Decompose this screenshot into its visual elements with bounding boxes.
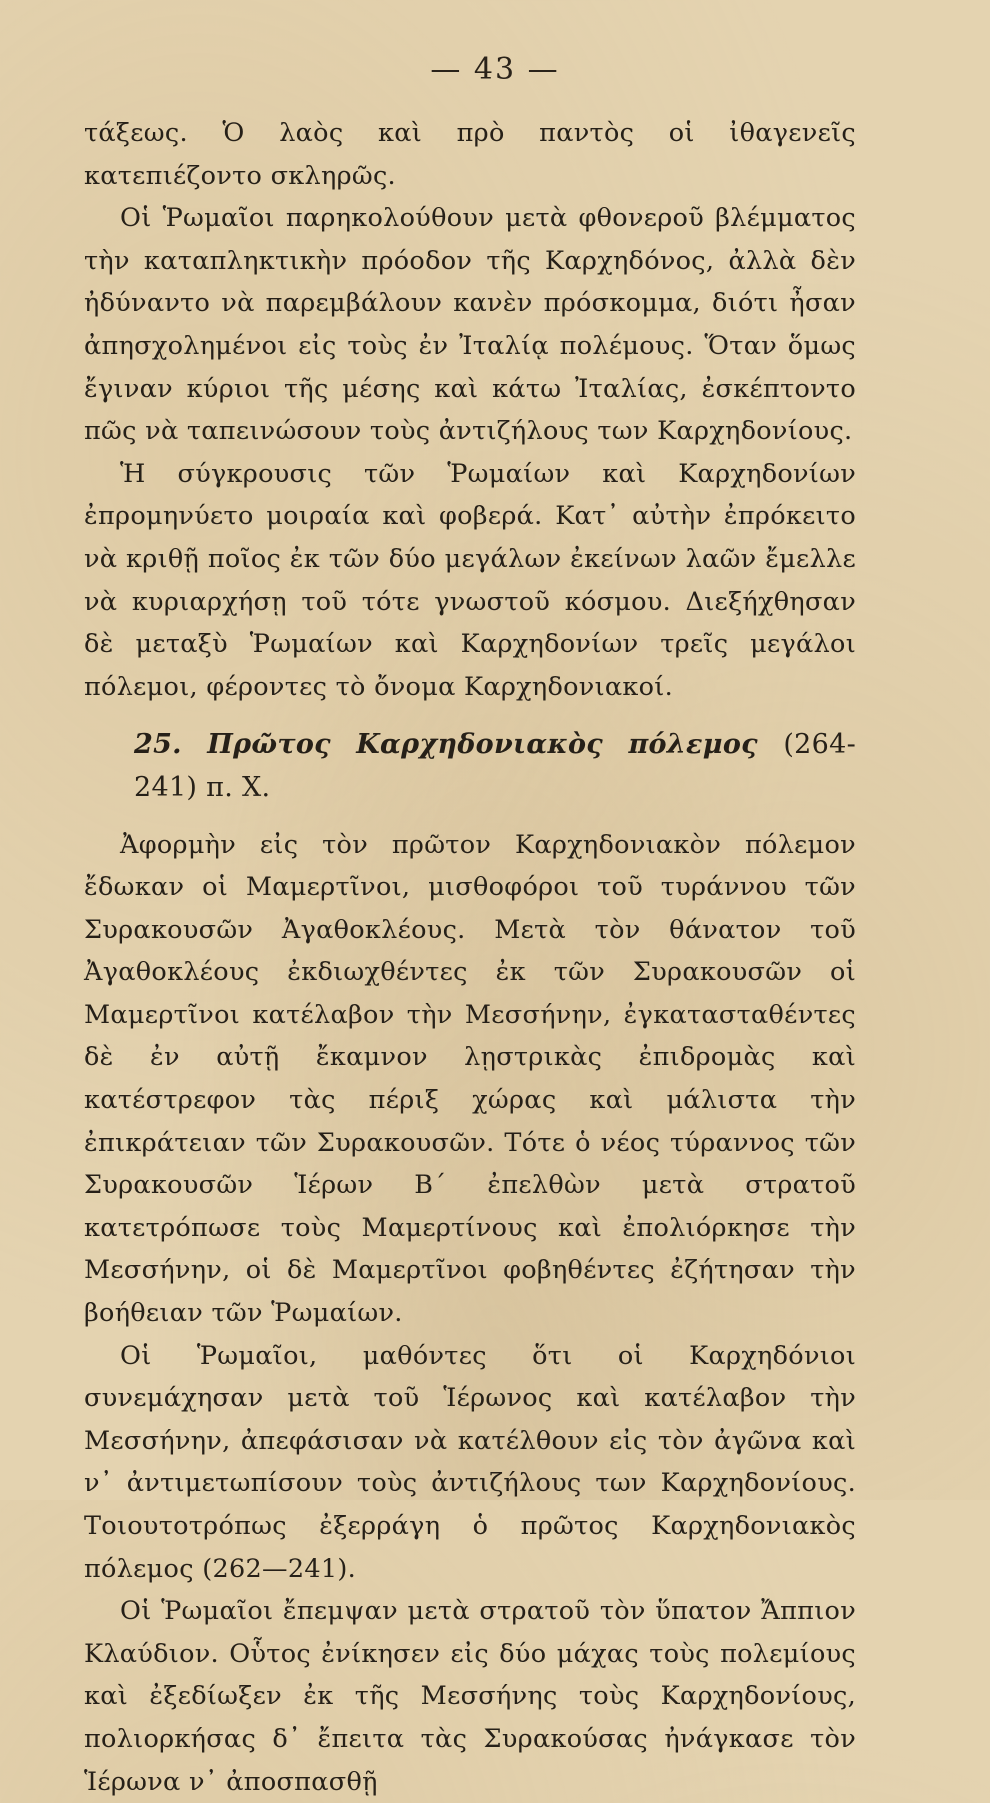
paragraph-roman-envy: Οἱ Ῥωμαῖοι παρηκολούθουν μετὰ φθονεροῦ βλέμματος τὴν καταπληκτικὴν πρόοδον τῆς Καρχηδόνος, ἀλλὰ δὲν ἠδύναντο νὰ παρεμβάλουν κανὲν πρόσκομμα, διότι ἦσαν ἀπησχολημένοι εἰς τοὺς ἐν Ἰταλίᾳ πολέμους. Ὅταν ὅμως ἔγιναν κύριοι τῆς μέσης καὶ κάτω Ἰταλίας, ἐσκέπτοντο πῶς νὰ ταπεινώσουν τοὺς ἀντιζήλους των Καρχηδονίους. [84, 203, 856, 447]
page-number: — 43 — [430, 52, 560, 87]
section-heading [84, 724, 856, 809]
paragraph-appius-claudius: Οἱ Ῥωμαῖοι ἔπεμψαν μετὰ στρατοῦ τὸν ὕπατον Ἄππιον Κλαύδιον. Οὗτος ἐνίκησεν εἰς δύο μάχας τοὺς πολεμίους καὶ ἐξεδίωξεν ἐκ τῆς Μεσσήνης τοὺς Καρχηδονίους, πολιορκήσας δ᾿ ἔπειτα τὰς Συρακούσας ἠνάγκασε τὸν Ἱέρωνα ν᾿ ἀποσπασθῇ [84, 1596, 856, 1797]
section-dates: (264-241) π. Χ. [134, 729, 857, 803]
paragraph-conflict: Ἡ σύγκρουσις τῶν Ῥωμαίων καὶ Καρχηδονίων ἐπρομηνύετο μοιραία καὶ φοβερά. Κατ᾿ αὐτὴν ἐπρόκειτο νὰ κριθῇ ποῖος ἐκ τῶν δύο μεγάλων ἐκείνων λαῶν ἔμελλε νὰ κυριαρχήσῃ τοῦ τότε γνωστοῦ κόσμου. Διεξήχθησαν δὲ μεταξὺ Ῥωμαίων καὶ Καρχηδονίων τρεῖς μεγάλοι πόλεμοι, φέροντες τὸ ὄνομα Καρχηδονιακοί. [84, 458, 856, 702]
page-body [84, 112, 856, 1803]
paragraph-outbreak: Οἱ Ῥωμαῖοι, μαθόντες ὅτι οἱ Καρχηδόνιοι συνεμάχησαν μετὰ τοῦ Ἱέρωνος καὶ κατέλαβον τὴν Μεσσήνην, ἀπεφάσισαν νὰ κατέλθουν εἰς τὸν ἀγῶνα καὶ ν᾿ ἀντιμετωπίσουν τοὺς ἀντιζήλους των Καρχηδονίους. Τοιουτοτρόπως ἐξερράγη ὁ πρῶτος Καρχηδονιακὸς πόλεμος (262—241). [84, 1340, 856, 1584]
paragraph-continued: τάξεως. Ὁ λαὸς καὶ πρὸ παντὸς οἱ ἰθαγενεῖς κατεπιέζοντο σκληρῶς. [84, 118, 856, 191]
section-title: 25. Πρῶτος Καρχηδονιακὸς πόλεμος [134, 729, 758, 761]
paragraph-cause: Ἀφορμὴν εἰς τὸν πρῶτον Καρχηδονιακὸν πόλεμον ἔδωκαν οἱ Μαμερτῖνοι, μισθοφόροι τοῦ τυράννου τῶν Συρακουσῶν Ἀγαθοκλέους. Μετὰ τὸν θάνατον τοῦ Ἀγαθοκλέους ἐκδιωχθέντες ἐκ τῶν Συρακουσῶν οἱ Μαμερτῖνοι κατέλαβον τὴν Μεσσήνην, ἐγκατασταθέντες δὲ ἐν αὐτῇ ἔκαμνον λῃστρικὰς ἐπιδρομὰς καὶ κατέστρεφον τὰς πέριξ χώρας καὶ μάλιστα τὴν ἐπικράτειαν τῶν Συρακουσῶν. Τότε ὁ νέος τύραννος τῶν Συρακουσῶν Ἱέρων Β΄ ἐπελθὼν μετὰ στρατοῦ κατετρόπωσε τοὺς Μαμερτίνους καὶ ἐπολιόρκησε τὴν Μεσσήνην, οἱ δὲ Μαμερτῖνοι φοβηθέντες ἐζήτησαν τὴν βοήθειαν τῶν Ῥωμαίων. [84, 829, 856, 1329]
